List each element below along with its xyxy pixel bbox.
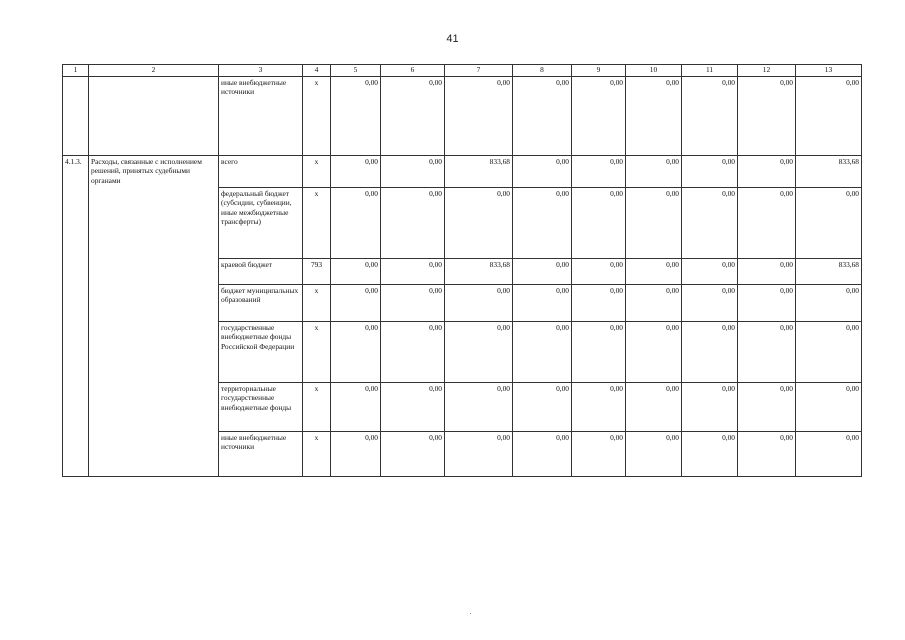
column-number: 3 [219, 65, 303, 77]
amount-cell: 0,00 [381, 383, 445, 432]
amount-cell: 833,68 [445, 156, 513, 188]
funding-source: всего [219, 156, 303, 188]
amount-cell: 0,00 [796, 188, 862, 259]
page-number: 41 [446, 33, 459, 45]
column-number: 8 [513, 65, 572, 77]
amount-cell: 0,00 [626, 322, 682, 383]
item-name [89, 77, 219, 156]
amount-cell: 0,00 [682, 285, 738, 322]
amount-cell: 0,00 [513, 77, 572, 156]
amount-cell: 0,00 [626, 383, 682, 432]
amount-cell: 0,00 [626, 432, 682, 477]
amount-cell: 0,00 [738, 285, 796, 322]
amount-cell: 0,00 [513, 156, 572, 188]
funding-source: федеральный бюджет (субсидии, субвенции, иные межбюджетные трансферты) [219, 188, 303, 259]
item-code: 4.1.3. [63, 156, 89, 477]
amount-cell: 0,00 [572, 77, 626, 156]
kbk-code: х [303, 383, 331, 432]
amount-cell: 0,00 [738, 259, 796, 285]
amount-cell: 0,00 [682, 156, 738, 188]
amount-cell: 0,00 [626, 188, 682, 259]
funding-source: иные внебюджетные источники [219, 432, 303, 477]
funding-source: государственные внебюджетные фонды Российской Федерации [219, 322, 303, 383]
amount-cell: 0,00 [572, 383, 626, 432]
amount-cell: 0,00 [513, 432, 572, 477]
amount-cell: 0,00 [626, 259, 682, 285]
kbk-code: х [303, 432, 331, 477]
amount-cell: 0,00 [331, 322, 381, 383]
amount-cell: 0,00 [738, 432, 796, 477]
amount-cell: 0,00 [682, 432, 738, 477]
amount-cell: 0,00 [682, 259, 738, 285]
amount-cell: 0,00 [381, 322, 445, 383]
amount-cell: 833,68 [796, 156, 862, 188]
amount-cell: 0,00 [738, 77, 796, 156]
kbk-code: х [303, 322, 331, 383]
amount-cell: 0,00 [738, 322, 796, 383]
kbk-code: х [303, 188, 331, 259]
column-number: 4 [303, 65, 331, 77]
kbk-code: 793 [303, 259, 331, 285]
amount-cell: 0,00 [796, 432, 862, 477]
amount-cell: 0,00 [626, 77, 682, 156]
amount-cell: 0,00 [513, 285, 572, 322]
amount-cell: 0,00 [513, 259, 572, 285]
amount-cell: 0,00 [331, 432, 381, 477]
amount-cell: 0,00 [445, 432, 513, 477]
amount-cell: 0,00 [572, 432, 626, 477]
column-number: 9 [572, 65, 626, 77]
amount-cell: 0,00 [381, 432, 445, 477]
amount-cell: 0,00 [796, 322, 862, 383]
item-code [63, 77, 89, 156]
amount-cell: 0,00 [626, 156, 682, 188]
amount-cell: 0,00 [796, 383, 862, 432]
amount-cell: 0,00 [682, 77, 738, 156]
amount-cell: 0,00 [738, 383, 796, 432]
amount-cell: 0,00 [738, 156, 796, 188]
column-number: 6 [381, 65, 445, 77]
amount-cell: 833,68 [445, 259, 513, 285]
amount-cell: 0,00 [381, 77, 445, 156]
column-number-row [63, 65, 862, 77]
funding-source: краевой бюджет [219, 259, 303, 285]
amount-cell: 0,00 [331, 188, 381, 259]
amount-cell: 0,00 [445, 285, 513, 322]
amount-cell: 0,00 [381, 156, 445, 188]
amount-cell: 0,00 [513, 383, 572, 432]
column-number: 10 [626, 65, 682, 77]
amount-cell: 0,00 [381, 285, 445, 322]
amount-cell: 0,00 [572, 156, 626, 188]
table-row [63, 156, 862, 188]
amount-cell: 0,00 [445, 322, 513, 383]
amount-cell: 0,00 [682, 322, 738, 383]
kbk-code: х [303, 285, 331, 322]
amount-cell: 0,00 [331, 383, 381, 432]
amount-cell: 0,00 [445, 77, 513, 156]
amount-cell: 833,68 [796, 259, 862, 285]
amount-cell: 0,00 [381, 188, 445, 259]
amount-cell: 0,00 [572, 188, 626, 259]
amount-cell: 0,00 [513, 322, 572, 383]
amount-cell: 0,00 [572, 285, 626, 322]
column-number: 7 [445, 65, 513, 77]
column-number: 13 [796, 65, 862, 77]
amount-cell: 0,00 [682, 383, 738, 432]
amount-cell: 0,00 [682, 188, 738, 259]
kbk-code: х [303, 77, 331, 156]
column-number: 1 [63, 65, 89, 77]
funding-source: бюджет муниципальных образований [219, 285, 303, 322]
funding-source: территориальные государственные внебюджетные фонды [219, 383, 303, 432]
item-name: Расходы, связанные с исполнением решений, принятых судебными органами [89, 156, 219, 477]
column-number: 11 [682, 65, 738, 77]
column-number: 2 [89, 65, 219, 77]
amount-cell: 0,00 [331, 259, 381, 285]
amount-cell: 0,00 [331, 77, 381, 156]
funding-source: иные внебюджетные источники [219, 77, 303, 156]
amount-cell: 0,00 [331, 156, 381, 188]
kbk-code: х [303, 156, 331, 188]
amount-cell: 0,00 [626, 285, 682, 322]
amount-cell: 0,00 [796, 77, 862, 156]
budget-table [62, 64, 862, 477]
amount-cell: 0,00 [445, 383, 513, 432]
table-row [63, 77, 862, 156]
amount-cell: 0,00 [796, 285, 862, 322]
column-number: 12 [738, 65, 796, 77]
column-number: 5 [331, 65, 381, 77]
amount-cell: 0,00 [572, 259, 626, 285]
amount-cell: 0,00 [331, 285, 381, 322]
scan-speck [470, 613, 471, 614]
amount-cell: 0,00 [381, 259, 445, 285]
amount-cell: 0,00 [738, 188, 796, 259]
amount-cell: 0,00 [513, 188, 572, 259]
amount-cell: 0,00 [445, 188, 513, 259]
amount-cell: 0,00 [572, 322, 626, 383]
